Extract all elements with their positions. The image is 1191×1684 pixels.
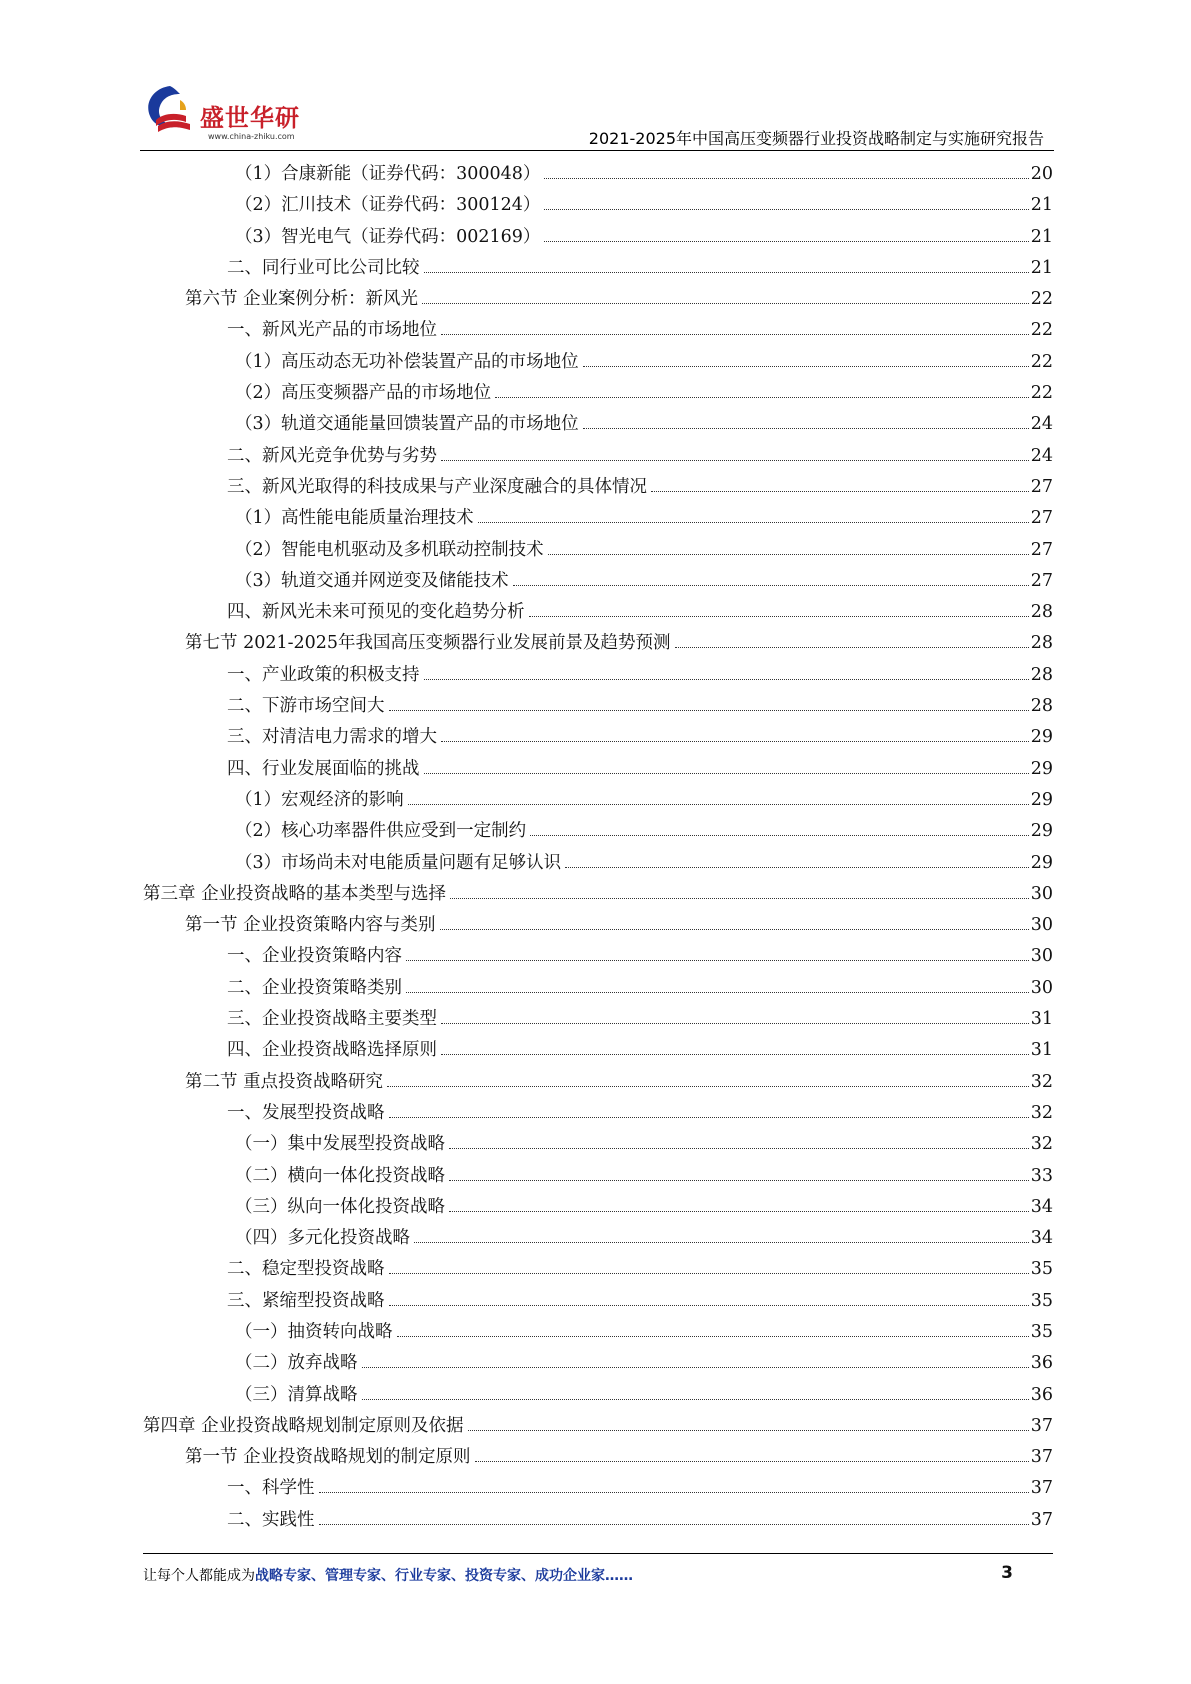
toc-entry-page: 21 xyxy=(1030,195,1053,216)
toc-entry-page: 28 xyxy=(1030,633,1053,654)
toc-entry[interactable] xyxy=(143,1318,1053,1349)
toc-entry-title: 三、紧缩型投资战略 xyxy=(227,1290,385,1311)
toc-leader-dots xyxy=(441,741,1029,742)
toc-leader-dots xyxy=(389,1117,1029,1118)
toc-entry-title: （2）汇川技术（证券代码：300124） xyxy=(235,195,541,216)
toc-entry[interactable] xyxy=(143,911,1053,942)
toc-leader-dots xyxy=(583,366,1029,367)
toc-entry-title: 二、实践性 xyxy=(227,1509,315,1530)
toc-entry[interactable] xyxy=(143,1443,1053,1474)
toc-entry[interactable] xyxy=(143,1130,1053,1161)
toc-entry-page: 22 xyxy=(1030,383,1053,404)
toc-entry-page: 24 xyxy=(1030,445,1053,466)
toc-leader-dots xyxy=(424,272,1029,273)
toc-entry-title: 二、稳定型投资战略 xyxy=(227,1259,385,1280)
toc-entry[interactable] xyxy=(143,1005,1053,1036)
toc-leader-dots xyxy=(414,1242,1029,1243)
toc-entry[interactable] xyxy=(143,504,1053,535)
toc-entry[interactable] xyxy=(143,316,1053,347)
toc-entry[interactable] xyxy=(143,629,1053,660)
toc-entry[interactable] xyxy=(143,974,1053,1005)
toc-entry[interactable] xyxy=(143,254,1053,285)
toc-leader-dots xyxy=(675,647,1029,648)
toc-entry-page: 30 xyxy=(1030,883,1053,904)
toc-leader-dots xyxy=(478,522,1029,523)
toc-leader-dots xyxy=(583,428,1029,429)
toc-entry-page: 32 xyxy=(1030,1134,1053,1155)
toc-entry-page: 35 xyxy=(1030,1290,1053,1311)
toc-leader-dots xyxy=(319,1524,1029,1525)
logo-emblem-icon xyxy=(140,80,204,140)
toc-leader-dots xyxy=(544,209,1028,210)
toc-entry[interactable] xyxy=(143,817,1053,848)
toc-entry[interactable] xyxy=(143,379,1053,410)
toc-entry[interactable] xyxy=(143,1193,1053,1224)
toc-entry[interactable] xyxy=(143,1412,1053,1443)
toc-entry[interactable] xyxy=(143,692,1053,723)
toc-leader-dots xyxy=(441,1054,1029,1055)
toc-entry-page: 22 xyxy=(1030,351,1053,372)
toc-entry-page: 32 xyxy=(1030,1071,1053,1092)
toc-leader-dots xyxy=(565,867,1029,868)
toc-entry-page: 29 xyxy=(1030,821,1053,842)
toc-entry-page: 30 xyxy=(1030,915,1053,936)
toc-entry-page: 35 xyxy=(1030,1259,1053,1280)
logo-name: 盛世华研 xyxy=(200,104,300,132)
toc-leader-dots xyxy=(449,1211,1029,1212)
toc-entry-title: （2）智能电机驱动及多机联动控制技术 xyxy=(235,539,544,560)
toc-entry[interactable] xyxy=(143,723,1053,754)
toc-entry-title: 一、企业投资策略内容 xyxy=(227,946,402,967)
toc-entry[interactable] xyxy=(143,1474,1053,1505)
toc-leader-dots xyxy=(389,710,1029,711)
toc-entry-title: 三、新风光取得的科技成果与产业深度融合的具体情况 xyxy=(227,476,647,497)
toc-leader-dots xyxy=(651,491,1029,492)
toc-entry-page: 24 xyxy=(1030,414,1053,435)
toc-entry-title: 四、新风光未来可预见的变化趋势分析 xyxy=(227,602,525,623)
toc-entry-page: 36 xyxy=(1030,1353,1053,1374)
toc-entry[interactable] xyxy=(143,160,1053,191)
toc-entry-page: 37 xyxy=(1030,1415,1053,1436)
toc-leader-dots xyxy=(422,303,1029,304)
footer-divider xyxy=(143,1553,1053,1554)
toc-entry-page: 32 xyxy=(1030,1102,1053,1123)
toc-entry-title: 第二节 重点投资战略研究 xyxy=(185,1071,384,1092)
toc-leader-dots xyxy=(389,1273,1029,1274)
toc-entry[interactable] xyxy=(143,223,1053,254)
toc-entry[interactable] xyxy=(143,1255,1053,1286)
toc-entry[interactable] xyxy=(143,442,1053,473)
toc-entry-page: 36 xyxy=(1030,1384,1053,1405)
toc-entry[interactable] xyxy=(143,1099,1053,1130)
toc-entry-title: 二、企业投资策略类别 xyxy=(227,977,402,998)
toc-entry-title: 三、对清洁电力需求的增大 xyxy=(227,727,437,748)
toc-leader-dots xyxy=(513,585,1029,586)
toc-leader-dots xyxy=(362,1399,1029,1400)
toc-entry-title: （一）集中发展型投资战略 xyxy=(235,1134,445,1155)
toc-entry[interactable] xyxy=(143,755,1053,786)
toc-entry-page: 22 xyxy=(1030,289,1053,310)
toc-entry-title: （二）横向一体化投资战略 xyxy=(235,1165,445,1186)
toc-entry-title: 第一节 企业投资策略内容与类别 xyxy=(185,915,436,936)
toc-entry-page: 34 xyxy=(1030,1228,1053,1249)
toc-entry-page: 29 xyxy=(1030,758,1053,779)
toc-entry-title: （四）多元化投资战略 xyxy=(235,1228,410,1249)
toc-entry-title: 二、同行业可比公司比较 xyxy=(227,257,420,278)
toc-leader-dots xyxy=(495,397,1029,398)
toc-entry[interactable] xyxy=(143,567,1053,598)
toc-leader-dots xyxy=(544,241,1028,242)
logo-url: www.china-zhiku.com xyxy=(208,132,295,141)
toc-entry-page: 28 xyxy=(1030,602,1053,623)
page-header xyxy=(140,80,1054,152)
toc-entry-page: 31 xyxy=(1030,1040,1053,1061)
toc-entry-page: 37 xyxy=(1030,1478,1053,1499)
toc-leader-dots xyxy=(441,460,1029,461)
toc-entry-title: （一）抽资转向战略 xyxy=(235,1321,393,1342)
toc-entry-title: 三、企业投资战略主要类型 xyxy=(227,1009,437,1030)
toc-entry-page: 29 xyxy=(1030,852,1053,873)
toc-entry-title: 四、行业发展面临的挑战 xyxy=(227,758,420,779)
page-footer xyxy=(143,1565,1013,1589)
toc-entry-title: （二）放弃战略 xyxy=(235,1353,358,1374)
toc-entry[interactable] xyxy=(143,348,1053,379)
toc-entry-title: 第三章 企业投资战略的基本类型与选择 xyxy=(143,883,447,904)
document-title: 2021-2025年中国高压变频器行业投资战略制定与实施研究报告 xyxy=(588,129,1044,148)
table-of-contents xyxy=(143,160,1053,1537)
toc-entry-page: 27 xyxy=(1030,570,1053,591)
toc-leader-dots xyxy=(449,1148,1029,1149)
toc-entry-title: 二、下游市场空间大 xyxy=(227,696,385,717)
toc-entry-page: 30 xyxy=(1030,977,1053,998)
toc-entry-page: 37 xyxy=(1030,1447,1053,1468)
toc-leader-dots xyxy=(319,1492,1029,1493)
toc-entry-title: （三）纵向一体化投资战略 xyxy=(235,1196,445,1217)
toc-entry-title: 第四章 企业投资战略规划制定原则及依据 xyxy=(143,1415,464,1436)
toc-entry-title: 二、新风光竞争优势与劣势 xyxy=(227,445,437,466)
toc-entry[interactable] xyxy=(143,410,1053,441)
toc-entry-title: （1）宏观经济的影响 xyxy=(235,789,404,810)
toc-entry-title: 第七节 2021-2025年我国高压变频器行业发展前景及趋势预测 xyxy=(185,633,671,654)
page-number: 3 xyxy=(1001,1563,1013,1583)
toc-leader-dots xyxy=(406,992,1029,993)
slogan-highlight: 战略专家、管理专家、行业专家、投资专家、成功企业家…… xyxy=(255,1568,633,1584)
toc-entry-page: 33 xyxy=(1030,1165,1053,1186)
toc-entry-page: 31 xyxy=(1030,1009,1053,1030)
toc-entry-page: 27 xyxy=(1030,539,1053,560)
toc-entry-title: （2）高压变频器产品的市场地位 xyxy=(235,383,492,404)
toc-entry[interactable] xyxy=(143,1068,1053,1099)
toc-leader-dots xyxy=(406,960,1029,961)
toc-leader-dots xyxy=(440,929,1029,930)
toc-leader-dots xyxy=(397,1336,1029,1337)
toc-leader-dots xyxy=(475,1461,1029,1462)
header-divider xyxy=(140,150,1054,151)
toc-entry-title: 第六节 企业案例分析：新风光 xyxy=(185,289,419,310)
toc-entry-title: （三）清算战略 xyxy=(235,1384,358,1405)
toc-entry-title: （2）核心功率器件供应受到一定制约 xyxy=(235,821,527,842)
toc-entry-title: （1）合康新能（证券代码：300048） xyxy=(235,164,541,184)
toc-entry[interactable] xyxy=(143,786,1053,817)
toc-entry[interactable] xyxy=(143,473,1053,504)
toc-entry-page: 28 xyxy=(1030,664,1053,685)
toc-entry-page: 28 xyxy=(1030,696,1053,717)
toc-entry[interactable] xyxy=(143,1036,1053,1067)
toc-entry-title: （3）智光电气（证券代码：002169） xyxy=(235,226,541,247)
toc-entry-title: （1）高压动态无功补偿装置产品的市场地位 xyxy=(235,351,579,372)
toc-leader-dots xyxy=(362,1367,1029,1368)
toc-entry[interactable] xyxy=(143,1349,1053,1380)
toc-entry[interactable] xyxy=(143,880,1053,911)
toc-leader-dots xyxy=(389,1305,1029,1306)
toc-entry[interactable] xyxy=(143,1162,1053,1193)
toc-entry-page: 29 xyxy=(1030,727,1053,748)
toc-entry-page: 22 xyxy=(1030,320,1053,341)
toc-leader-dots xyxy=(529,616,1029,617)
toc-leader-dots xyxy=(424,679,1029,680)
toc-leader-dots xyxy=(441,334,1029,335)
toc-entry[interactable] xyxy=(143,1381,1053,1412)
toc-entry-title: 一、科学性 xyxy=(227,1478,315,1499)
company-logo xyxy=(140,80,330,148)
toc-entry-page: 37 xyxy=(1030,1509,1053,1530)
toc-entry-title: （3）轨道交通并网逆变及储能技术 xyxy=(235,570,509,591)
toc-entry[interactable] xyxy=(143,1287,1053,1318)
toc-entry-title: （3）市场尚未对电能质量问题有足够认识 xyxy=(235,852,562,873)
toc-entry-page: 27 xyxy=(1030,508,1053,529)
toc-leader-dots xyxy=(387,1086,1029,1087)
toc-entry-page: 34 xyxy=(1030,1196,1053,1217)
toc-leader-dots xyxy=(548,554,1029,555)
toc-leader-dots xyxy=(408,804,1029,805)
toc-entry-title: 一、新风光产品的市场地位 xyxy=(227,320,437,341)
toc-entry-page: 35 xyxy=(1030,1321,1053,1342)
toc-entry[interactable] xyxy=(143,1506,1053,1537)
toc-leader-dots xyxy=(450,898,1029,899)
toc-entry[interactable] xyxy=(143,849,1053,880)
toc-entry-title: 一、发展型投资战略 xyxy=(227,1102,385,1123)
toc-leader-dots xyxy=(441,1023,1029,1024)
toc-entry-page: 21 xyxy=(1030,226,1053,247)
toc-entry-title: 第一节 企业投资战略规划的制定原则 xyxy=(185,1447,471,1468)
toc-entry-page: 29 xyxy=(1030,789,1053,810)
toc-leader-dots xyxy=(530,835,1029,836)
toc-entry-page: 20 xyxy=(1030,164,1053,184)
toc-leader-dots xyxy=(468,1430,1029,1431)
toc-entry-page: 21 xyxy=(1030,257,1053,278)
toc-entry-title: （3）轨道交通能量回馈装置产品的市场地位 xyxy=(235,414,579,435)
toc-leader-dots xyxy=(449,1180,1029,1181)
footer-slogan xyxy=(143,1565,633,1585)
toc-entry-page: 30 xyxy=(1030,946,1053,967)
toc-entry[interactable] xyxy=(143,536,1053,567)
toc-entry[interactable] xyxy=(143,598,1053,629)
slogan-prefix: 让每个人都能成为 xyxy=(143,1568,255,1584)
toc-entry[interactable] xyxy=(143,191,1053,222)
toc-leader-dots xyxy=(424,773,1029,774)
toc-entry-title: 四、企业投资战略选择原则 xyxy=(227,1040,437,1061)
toc-entry-title: （1）高性能电能质量治理技术 xyxy=(235,508,474,529)
toc-entry[interactable] xyxy=(143,942,1053,973)
toc-entry[interactable] xyxy=(143,285,1053,316)
toc-entry-title: 一、产业政策的积极支持 xyxy=(227,664,420,685)
toc-entry[interactable] xyxy=(143,1224,1053,1255)
toc-entry-page: 27 xyxy=(1030,476,1053,497)
toc-entry[interactable] xyxy=(143,661,1053,692)
toc-leader-dots xyxy=(544,178,1028,179)
